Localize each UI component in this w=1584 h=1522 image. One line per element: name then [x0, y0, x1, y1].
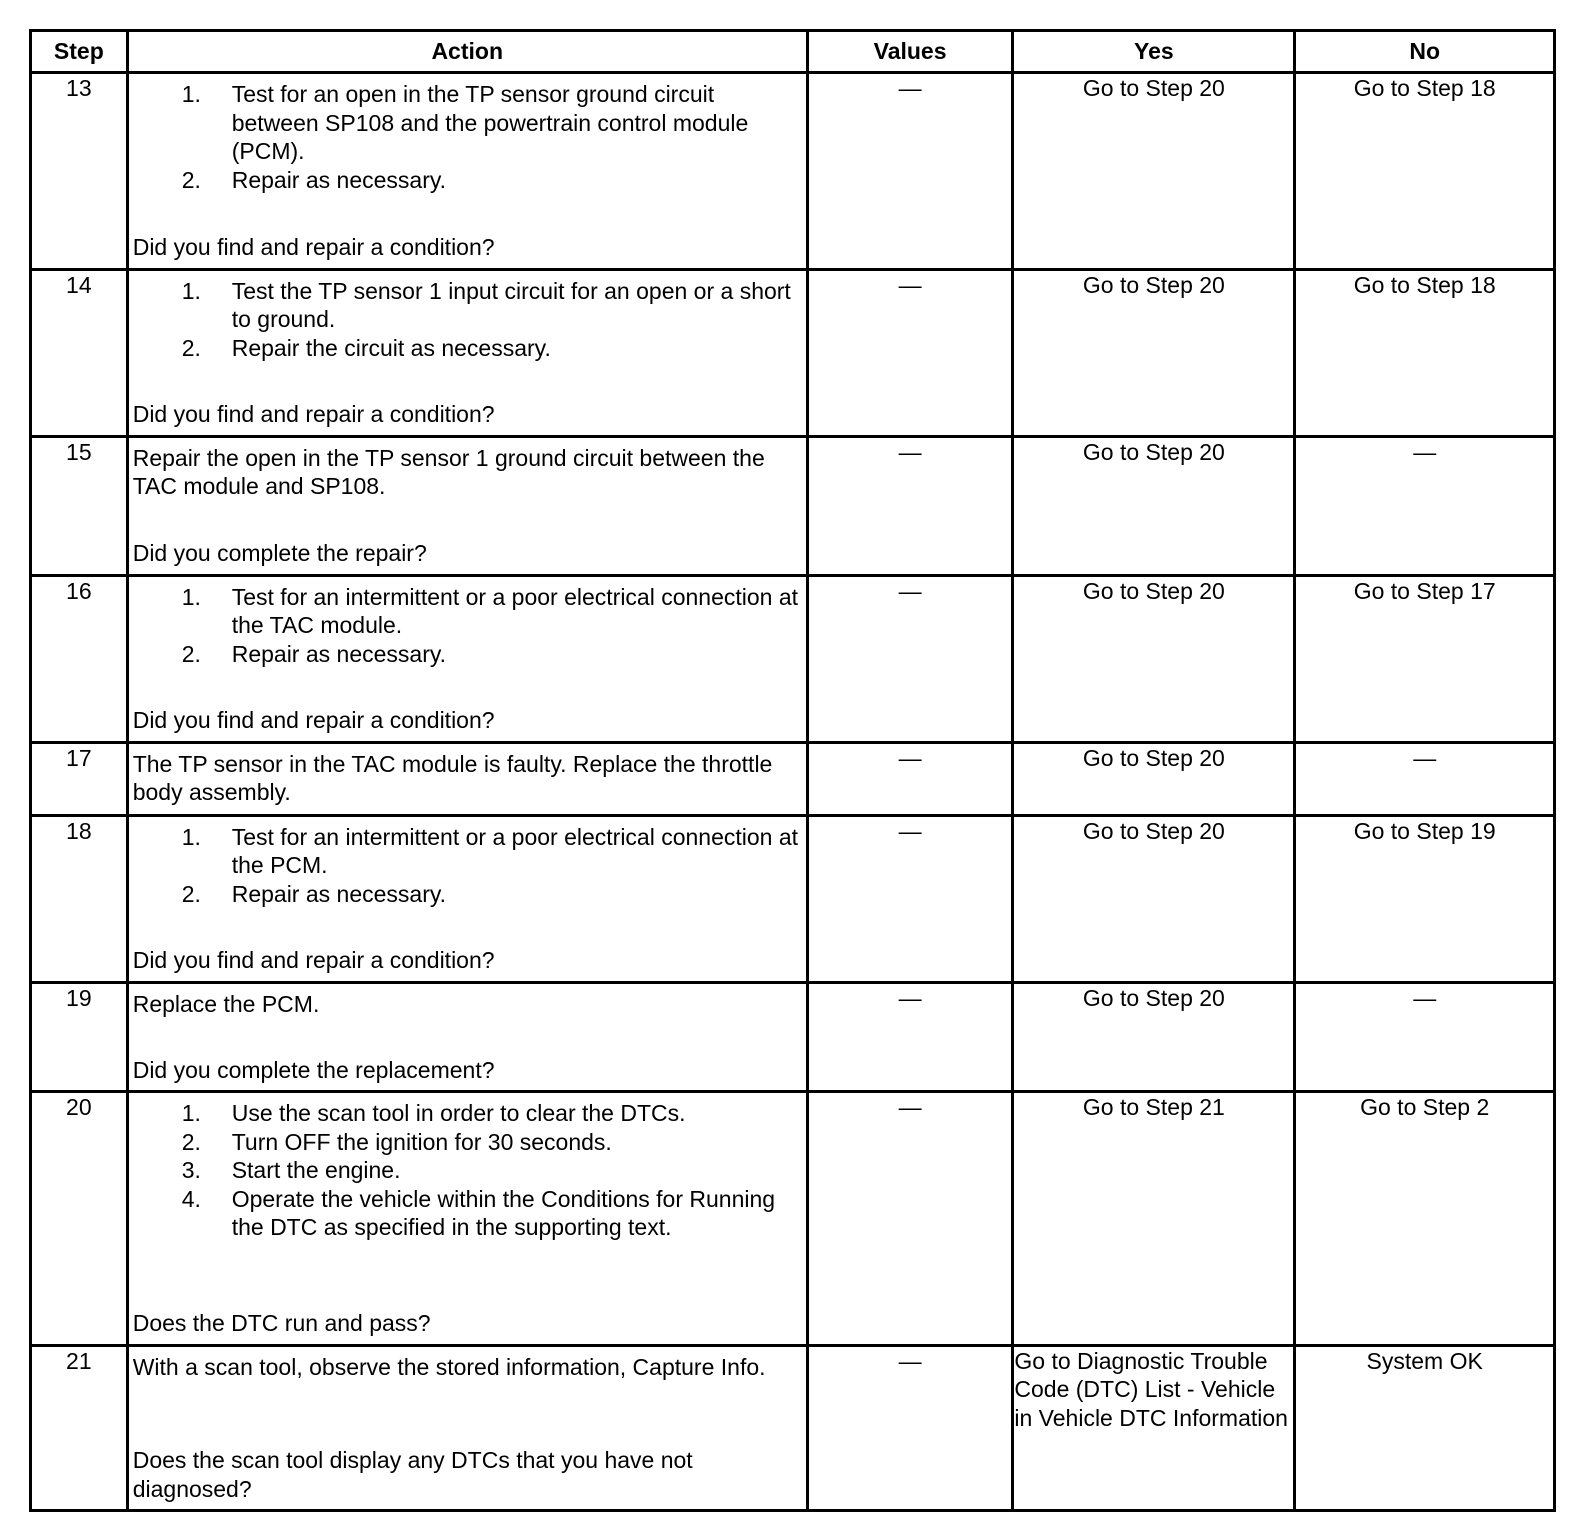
action-step-text: Repair as necessary.	[231, 166, 447, 193]
no-cell: Go to Step 17	[1295, 575, 1555, 742]
action-step-number: 1.	[181, 277, 201, 304]
action-step-number: 1.	[181, 81, 201, 107]
action-step-text: Start the engine.	[231, 1157, 401, 1184]
action-steps-list	[133, 1099, 800, 1242]
step-number: 21	[31, 1345, 128, 1510]
no-cell: —	[1295, 742, 1555, 815]
action-step-item	[133, 1128, 800, 1157]
action-instructions	[133, 1099, 800, 1242]
action-text: The TP sensor in the TAC module is faulty. Replace the throttle body assembly.	[132, 750, 773, 806]
action-instructions	[133, 823, 800, 909]
diagnostic-table	[29, 29, 1556, 1512]
action-step-item	[133, 1099, 800, 1128]
action-step-number: 1.	[181, 823, 201, 850]
action-step-text: Operate the vehicle within the Conditions for Running the DTC as specified in the supporting text.	[231, 1185, 776, 1241]
yes-cell: Go to Step 21	[1013, 1092, 1295, 1345]
no-cell: System OK	[1295, 1345, 1555, 1510]
yes-cell: Go to Step 20	[1013, 73, 1295, 270]
action-cell	[127, 1092, 807, 1345]
no-cell: Go to Step 2	[1295, 1092, 1555, 1345]
action-text: With a scan tool, observe the stored information, Capture Info.	[132, 1353, 766, 1380]
action-question: Did you find and repair a condition?	[132, 707, 495, 734]
action-step-number: 1.	[181, 583, 201, 610]
values-cell: —	[807, 1092, 1013, 1345]
action-step-text: Repair as necessary.	[231, 880, 447, 907]
no-cell: —	[1295, 436, 1555, 575]
action-step-item	[133, 1156, 800, 1185]
table-row	[31, 742, 1555, 815]
action-step-text: Test for an open in the TP sensor ground circuit between SP108 and the powertrain control module (PCM).	[231, 81, 749, 164]
action-step-text: Test for an intermittent or a poor electrical connection at the PCM.	[231, 823, 799, 879]
values-cell: —	[807, 575, 1013, 742]
action-step-number: 3.	[181, 1157, 201, 1184]
values-cell: —	[807, 742, 1013, 815]
table-row	[31, 815, 1555, 982]
values-cell: —	[807, 269, 1013, 436]
action-step-item	[133, 80, 800, 166]
values-cell: —	[807, 982, 1013, 1091]
action-text: Repair the open in the TP sensor 1 ground circuit between the TAC module and SP108.	[132, 444, 765, 500]
action-question: Does the DTC run and pass?	[132, 1310, 431, 1337]
action-instructions	[133, 1353, 800, 1382]
step-number: 14	[31, 269, 128, 436]
action-step-item	[133, 334, 800, 363]
no-cell: —	[1295, 982, 1555, 1091]
action-step-number: 2.	[181, 880, 201, 907]
values-cell: —	[807, 815, 1013, 982]
action-question: Did you find and repair a condition?	[132, 401, 495, 428]
action-steps-list	[133, 80, 800, 194]
no-cell: Go to Step 18	[1295, 269, 1555, 436]
action-step-item	[133, 1185, 800, 1242]
action-content	[129, 438, 806, 574]
action-question: Did you complete the replacement?	[132, 1056, 495, 1083]
action-step-item	[133, 277, 800, 334]
action-cell	[127, 73, 807, 270]
yes-cell: Go to Step 20	[1013, 269, 1295, 436]
action-instructions	[133, 80, 800, 194]
action-step-text: Use the scan tool in order to clear the DTCs.	[231, 1100, 686, 1127]
action-content	[129, 271, 806, 435]
action-question: Does the scan tool display any DTCs that you have not diagnosed?	[132, 1447, 693, 1502]
action-cell	[127, 575, 807, 742]
action-step-item	[133, 880, 800, 909]
values-cell: —	[807, 1345, 1013, 1510]
action-question: Did you find and repair a condition?	[132, 234, 495, 261]
action-content	[129, 984, 806, 1090]
action-content	[129, 744, 806, 814]
table-row	[31, 1092, 1555, 1345]
action-content	[129, 577, 806, 741]
header-action: Action	[127, 31, 807, 73]
action-step-text: Turn OFF the ignition for 30 seconds.	[231, 1128, 612, 1155]
action-step-number: 4.	[181, 1185, 201, 1212]
action-cell	[127, 1345, 807, 1510]
yes-cell: Go to Step 20	[1013, 982, 1295, 1091]
step-number: 16	[31, 575, 128, 742]
action-steps-list	[133, 823, 800, 909]
header-yes: Yes	[1013, 31, 1295, 73]
step-number: 17	[31, 742, 128, 815]
yes-cell: Go to Step 20	[1013, 575, 1295, 742]
action-step-item	[133, 583, 800, 640]
action-content	[129, 817, 806, 981]
action-cell	[127, 815, 807, 982]
yes-cell: Go to Step 20	[1013, 436, 1295, 575]
action-step-text: Repair the circuit as necessary.	[231, 334, 551, 361]
table-header-row	[31, 31, 1555, 73]
yes-cell: Go to Step 20	[1013, 815, 1295, 982]
values-cell: —	[807, 73, 1013, 270]
action-step-text: Test for an intermittent or a poor electrical connection at the TAC module.	[231, 583, 799, 639]
action-step-number: 2.	[181, 640, 201, 667]
no-cell: Go to Step 19	[1295, 815, 1555, 982]
action-step-number: 2.	[181, 166, 201, 193]
action-step-number: 2.	[181, 1128, 201, 1155]
action-step-item	[133, 166, 800, 195]
action-step-item	[133, 640, 800, 669]
action-question: Did you complete the repair?	[132, 540, 427, 567]
action-instructions	[133, 750, 800, 807]
step-number: 19	[31, 982, 128, 1091]
no-cell: Go to Step 18	[1295, 73, 1555, 270]
step-number: 13	[31, 73, 128, 270]
action-instructions	[133, 444, 800, 501]
header-step: Step	[31, 31, 128, 73]
table-body	[31, 73, 1555, 1511]
step-number: 20	[31, 1092, 128, 1345]
action-instructions	[133, 583, 800, 669]
step-number: 18	[31, 815, 128, 982]
table-row	[31, 436, 1555, 575]
table-row	[31, 982, 1555, 1091]
action-cell	[127, 436, 807, 575]
table-row	[31, 269, 1555, 436]
action-steps-list	[133, 277, 800, 363]
action-instructions	[133, 277, 800, 363]
step-number: 15	[31, 436, 128, 575]
action-step-text: Repair as necessary.	[231, 640, 447, 667]
table-row	[31, 1345, 1555, 1510]
action-step-text: Test the TP sensor 1 input circuit for an open or a short to ground.	[231, 277, 791, 333]
yes-cell: Go to Step 20	[1013, 742, 1295, 815]
action-step-number: 1.	[181, 1100, 201, 1127]
action-content	[129, 74, 806, 268]
action-step-item	[133, 823, 800, 880]
header-no: No	[1295, 31, 1555, 73]
action-instructions	[133, 990, 800, 1019]
action-cell	[127, 982, 807, 1091]
action-text: Replace the PCM.	[132, 990, 320, 1017]
values-cell: —	[807, 436, 1013, 575]
action-content	[129, 1347, 806, 1509]
action-question: Did you find and repair a condition?	[132, 947, 495, 974]
action-cell	[127, 269, 807, 436]
table-row	[31, 575, 1555, 742]
table-row	[31, 73, 1555, 270]
action-content	[129, 1093, 806, 1343]
action-cell	[127, 742, 807, 815]
action-step-number: 2.	[181, 334, 201, 361]
action-steps-list	[133, 583, 800, 669]
header-values: Values	[807, 31, 1013, 73]
yes-cell: Go to Diagnostic Trouble Code (DTC) List - Vehicle in Vehicle DTC Information	[1013, 1345, 1295, 1510]
